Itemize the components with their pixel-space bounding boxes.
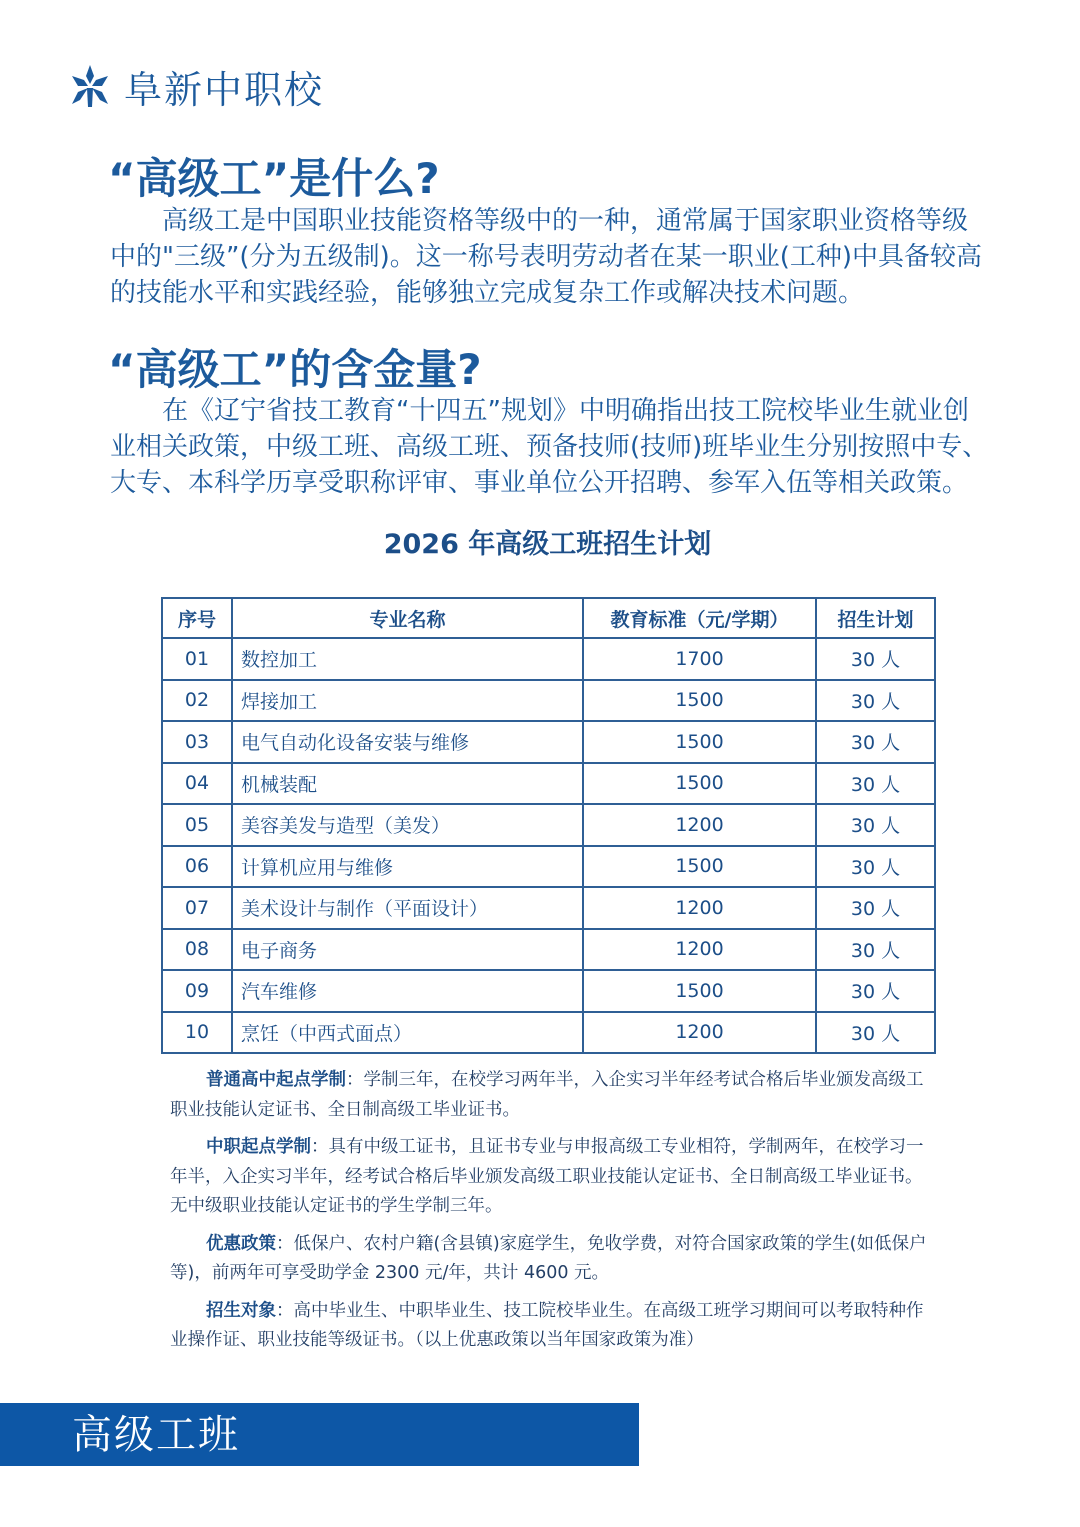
- row-index: 03: [162, 721, 232, 763]
- header-index: 序号: [162, 598, 232, 638]
- row-index: 04: [162, 763, 232, 805]
- table-header-row: [162, 598, 935, 638]
- section-body-value: 在《辽宁省技工教育“十四五”规划》中明确指出技工院校毕业生就业创业相关政策，中级工班、高级工班、预备技师(技师)班毕业生分别按照中专、大专、本科学历享受职称评审、事业单位公开招聘、参军入伍等相关政策。: [110, 396, 989, 498]
- row-tuition: 1500: [583, 970, 816, 1012]
- row-tuition: 1500: [583, 763, 816, 805]
- row-major: 机械装配: [232, 763, 583, 805]
- row-major: 电子商务: [232, 929, 583, 971]
- row-quota: 30 人: [816, 887, 935, 929]
- table-row: [162, 846, 935, 888]
- table-row: [162, 721, 935, 763]
- header-quota: 招生计划: [816, 598, 935, 638]
- row-quota: 30 人: [816, 721, 935, 763]
- header-major: 专业名称: [232, 598, 583, 638]
- table-row: [162, 680, 935, 722]
- table-row: [162, 804, 935, 846]
- row-major: 烹饪（中西式面点）: [232, 1012, 583, 1054]
- header-tuition: 教育标准（元/学期）: [583, 598, 816, 638]
- row-index: 05: [162, 804, 232, 846]
- row-index: 07: [162, 887, 232, 929]
- row-major: 数控加工: [232, 638, 583, 680]
- section-body-what-is: 高级工是中国职业技能资格等级中的一种，通常属于国家职业资格等级中的"三级”(分为五级制)。这一称号表明劳动者在某一职业(工种)中具备较高的技能水平和实践经验，能够独立完成复杂工作或解决技术问题。: [110, 206, 983, 308]
- table-row: [162, 763, 935, 805]
- row-tuition: 1500: [583, 680, 816, 722]
- footer-label: 高级工班: [72, 1412, 240, 1458]
- school-name: 阜新中职校: [124, 67, 325, 112]
- row-major: 计算机应用与维修: [232, 846, 583, 888]
- row-index: 10: [162, 1012, 232, 1054]
- row-index: 08: [162, 929, 232, 971]
- footer-bar: [0, 1403, 639, 1466]
- row-major: 焊接加工: [232, 680, 583, 722]
- row-tuition: 1200: [583, 887, 816, 929]
- note-key: 普通高中起点学制: [206, 1070, 346, 1090]
- note-paragraph: [170, 1133, 930, 1222]
- note-text: ：高中毕业生、中职毕业生、技工院校毕业生。在高级工班学习期间可以考取特种作业操作证、职业技能等级证书。（以上优惠政策以当年国家政策为准）: [170, 1300, 924, 1350]
- row-quota: 30 人: [816, 680, 935, 722]
- school-logo-icon: [66, 62, 114, 110]
- row-quota: 30 人: [816, 638, 935, 680]
- note-key: 优惠政策: [206, 1233, 276, 1254]
- note-text: ：具有中级工证书，且证书专业与申报高级工专业相符，学制两年，在校学习一年半，入企实习半年，经考试合格后毕业颁发高级工职业技能认定证书、全日制高级工毕业证书。无中级职业技能认定证书的学生学制三年。: [170, 1137, 924, 1216]
- brand-header: [66, 58, 324, 114]
- row-major: 电气自动化设备安装与维修: [232, 721, 583, 763]
- row-tuition: 1700: [583, 638, 816, 680]
- table-row: [162, 1012, 935, 1054]
- section-title-value: “高级工”的含金量?: [108, 345, 482, 394]
- note-paragraph: [170, 1066, 930, 1125]
- row-quota: 30 人: [816, 929, 935, 971]
- row-major: 汽车维修: [232, 970, 583, 1012]
- row-quota: 30 人: [816, 1012, 935, 1054]
- row-index: 01: [162, 638, 232, 680]
- enrollment-plan-table: [161, 597, 936, 1054]
- row-quota: 30 人: [816, 846, 935, 888]
- table-title: 2026 年高级工班招生计划: [383, 529, 712, 560]
- row-major: 美容美发与造型（美发）: [232, 804, 583, 846]
- table-row: [162, 929, 935, 971]
- note-text: ：学制三年，在校学习两年半，入企实习半年经考试合格后毕业颁发高级工职业技能认定证书、全日制高级工毕业证书。: [170, 1070, 924, 1120]
- row-quota: 30 人: [816, 763, 935, 805]
- note-key: 中职起点学制: [206, 1137, 311, 1157]
- row-index: 06: [162, 846, 232, 888]
- note-text: ：低保户、农村户籍(含县镇)家庭学生，免收学费，对符合国家政策的学生(如低保户等)，前两年可享受助学金 2300 元/年，共计 4600 元。: [170, 1233, 927, 1283]
- row-index: 09: [162, 970, 232, 1012]
- row-tuition: 1500: [583, 846, 816, 888]
- table-row: [162, 638, 935, 680]
- row-tuition: 1500: [583, 721, 816, 763]
- table-row: [162, 887, 935, 929]
- row-major: 美术设计与制作（平面设计）: [232, 887, 583, 929]
- row-tuition: 1200: [583, 1012, 816, 1054]
- row-quota: 30 人: [816, 970, 935, 1012]
- note-paragraph: [170, 1230, 930, 1289]
- section-title-what-is: “高级工”是什么?: [108, 154, 440, 203]
- row-index: 02: [162, 680, 232, 722]
- note-paragraph: [170, 1297, 930, 1356]
- row-tuition: 1200: [583, 804, 816, 846]
- row-quota: 30 人: [816, 804, 935, 846]
- row-tuition: 1200: [583, 929, 816, 971]
- notes-section: [170, 1066, 930, 1364]
- table-row: [162, 970, 935, 1012]
- note-key: 招生对象: [206, 1300, 276, 1321]
